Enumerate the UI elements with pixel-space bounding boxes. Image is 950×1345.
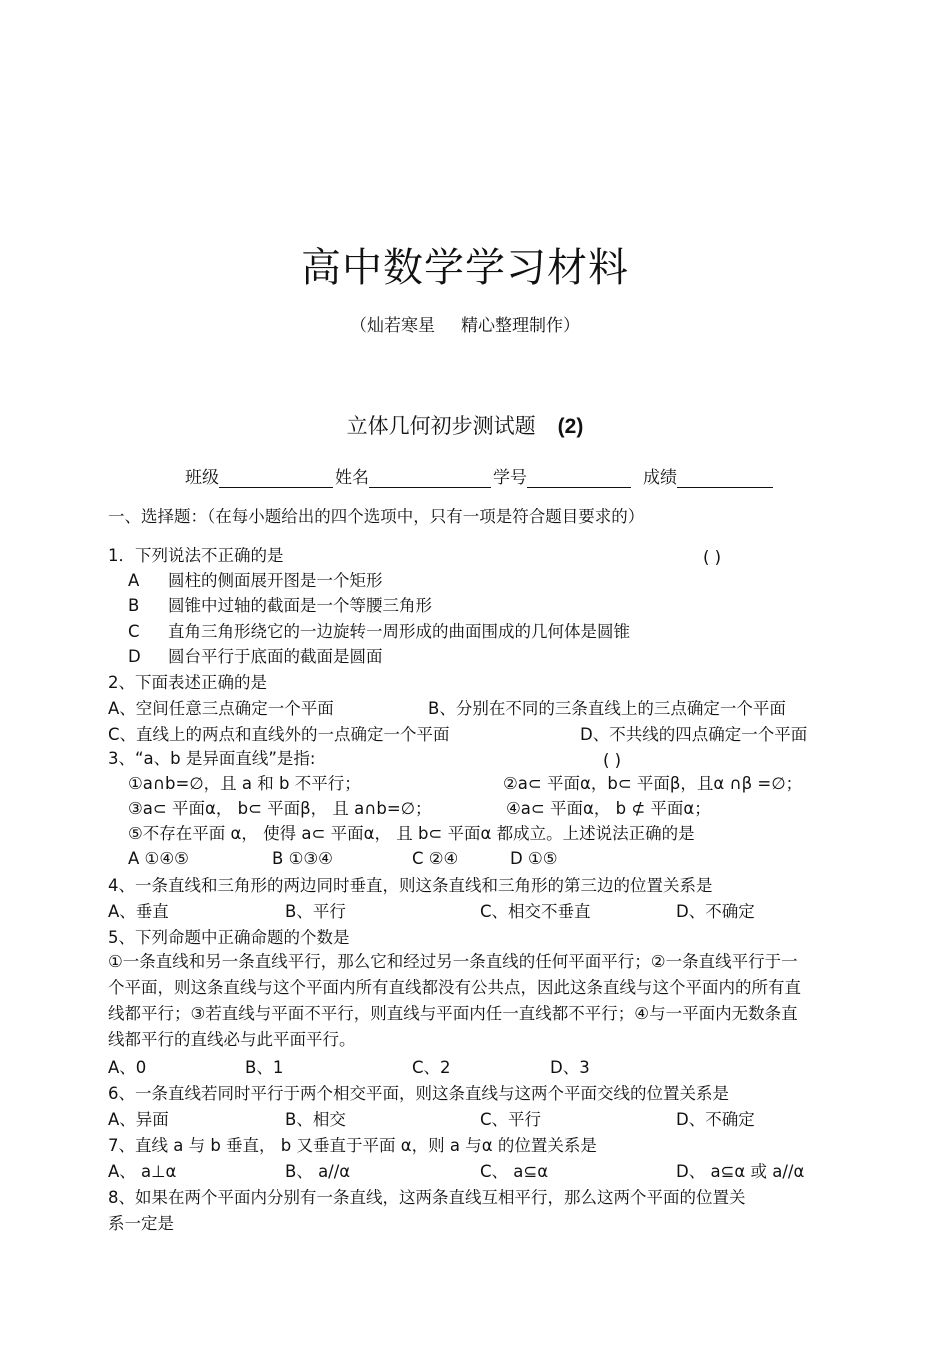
q5-stem: 5、下列命题中正确命题的个数是 bbox=[108, 928, 350, 947]
q1-answer-paren: ( ) bbox=[703, 548, 722, 567]
q2-stem: 2、下面表述正确的是 bbox=[108, 673, 267, 692]
score-blank bbox=[677, 469, 773, 488]
q7-stem: 7、直线 a 与 b 垂直， b 又垂直于平面 α，则 a 与α 的位置关系是 bbox=[108, 1136, 597, 1155]
q3-option-b: B ①③④ bbox=[272, 849, 333, 868]
q5-option-c: C、2 bbox=[412, 1058, 451, 1077]
q7-option-a: A、 a⊥α bbox=[108, 1162, 177, 1181]
q4-stem: 4、一条直线和三角形的两边同时垂直，则这条直线和三角形的第三边的位置关系是 bbox=[108, 876, 713, 895]
document-subtitle bbox=[0, 311, 930, 336]
q1-option-a: A 圆柱的侧面展开图是一个矩形 bbox=[128, 571, 383, 590]
q4-option-a: A、垂直 bbox=[108, 902, 169, 921]
student-info-row bbox=[185, 463, 775, 488]
q2-option-c: C、直线上的两点和直线外的一点确定一个平面 bbox=[108, 725, 450, 744]
q4-option-b: B、平行 bbox=[285, 902, 346, 921]
id-blank bbox=[527, 469, 631, 488]
q6-option-c: C、平行 bbox=[480, 1110, 542, 1129]
name-blank bbox=[369, 469, 491, 488]
q3-statement-5: ⑤不存在平面 α， 使得 a⊂ 平面α， 且 b⊂ 平面α 都成立。上述说法正确的是 bbox=[128, 824, 695, 843]
score-label: 成绩 bbox=[643, 468, 677, 488]
q6-stem: 6、一条直线若同时平行于两个相交平面，则这条直线与这两个平面交线的位置关系是 bbox=[108, 1084, 729, 1103]
q8-stem-line2: 系一定是 bbox=[108, 1214, 174, 1233]
q3-option-a: A ①④⑤ bbox=[128, 849, 189, 868]
document-title: 高中数学学习材料 bbox=[301, 245, 629, 291]
test-title-text: 立体几何初步测试题 bbox=[346, 414, 536, 438]
name-label: 姓名 bbox=[335, 468, 369, 488]
test-title bbox=[0, 410, 930, 440]
section-heading: 一、选择题：（在每小题给出的四个选项中，只有一项是符合题目要求的） bbox=[108, 507, 645, 526]
id-label: 学号 bbox=[493, 468, 527, 488]
q7-option-d: D、 a⊆α 或 a//α bbox=[676, 1162, 805, 1181]
q3-statement-2: ②a⊂ 平面α，b⊂ 平面β，且α ∩β =∅； bbox=[503, 774, 803, 793]
q1-option-b: B 圆锥中过轴的截面是一个等腰三角形 bbox=[128, 596, 432, 615]
q4-option-c: C、相交不垂直 bbox=[480, 902, 591, 921]
subtitle-left: （灿若寒星 bbox=[350, 316, 435, 336]
q6-option-a: A、异面 bbox=[108, 1110, 169, 1129]
q1-option-d: D 圆台平行于底面的截面是圆面 bbox=[128, 647, 383, 666]
class-label: 班级 bbox=[185, 468, 219, 488]
q5-option-d: D、3 bbox=[550, 1058, 590, 1077]
q3-statement-4: ④a⊂ 平面α， b ⊄ 平面α； bbox=[506, 799, 711, 818]
q7-option-c: C、 a⊆α bbox=[480, 1162, 549, 1181]
q7-option-b: B、 a//α bbox=[285, 1162, 351, 1181]
test-number: (2) bbox=[557, 415, 584, 438]
q3-statement-1: ①a∩b=∅，且 a 和 b 不平行； bbox=[128, 774, 361, 793]
q2-option-b: B、分别在不同的三条直线上的三点确定一个平面 bbox=[428, 699, 786, 718]
class-blank bbox=[219, 469, 333, 488]
q3-option-d: D ①⑤ bbox=[510, 849, 558, 868]
q4-option-d: D、不确定 bbox=[676, 902, 755, 921]
subtitle-right: 精心整理制作） bbox=[461, 316, 580, 336]
q8-stem-line1: 8、如果在两个平面内分别有一条直线，这两条直线互相平行，那么这两个平面的位置关 bbox=[108, 1188, 746, 1207]
q5-body: ①一条直线和另一条直线平行，那么它和经过另一条直线的任何平面平行；②一条直线平行于一个平面，则这条直线与这个平面内所有直线都没有公共点，因此这条直线与这个平面内的所有直线都平行；③若直线与平面不平行，则直线与平面内任一直线都不平行；④与一平面内无数条直线都平行的直线必与此平面平行。 bbox=[108, 952, 801, 1049]
q3-answer-paren: ( ) bbox=[603, 751, 622, 770]
q3-stem: 3、“a、b 是异面直线”是指: bbox=[108, 749, 316, 768]
q1-option-c: C 直角三角形绕它的一边旋转一周形成的曲面围成的几何体是圆锥 bbox=[128, 622, 630, 641]
q2-option-a: A、空间任意三点确定一个平面 bbox=[108, 699, 334, 718]
q5-option-a: A、0 bbox=[108, 1058, 147, 1077]
q5-option-b: B、1 bbox=[245, 1058, 284, 1077]
q3-option-c: C ②④ bbox=[412, 849, 459, 868]
q1-stem: 1．下列说法不正确的是 bbox=[108, 546, 284, 565]
q3-statement-3: ③a⊂ 平面α， b⊂ 平面β， 且 a∩b=∅； bbox=[128, 799, 432, 818]
q6-option-b: B、相交 bbox=[285, 1110, 346, 1129]
q2-option-d: D、不共线的四点确定一个平面 bbox=[580, 725, 808, 744]
q6-option-d: D、不确定 bbox=[676, 1110, 755, 1129]
